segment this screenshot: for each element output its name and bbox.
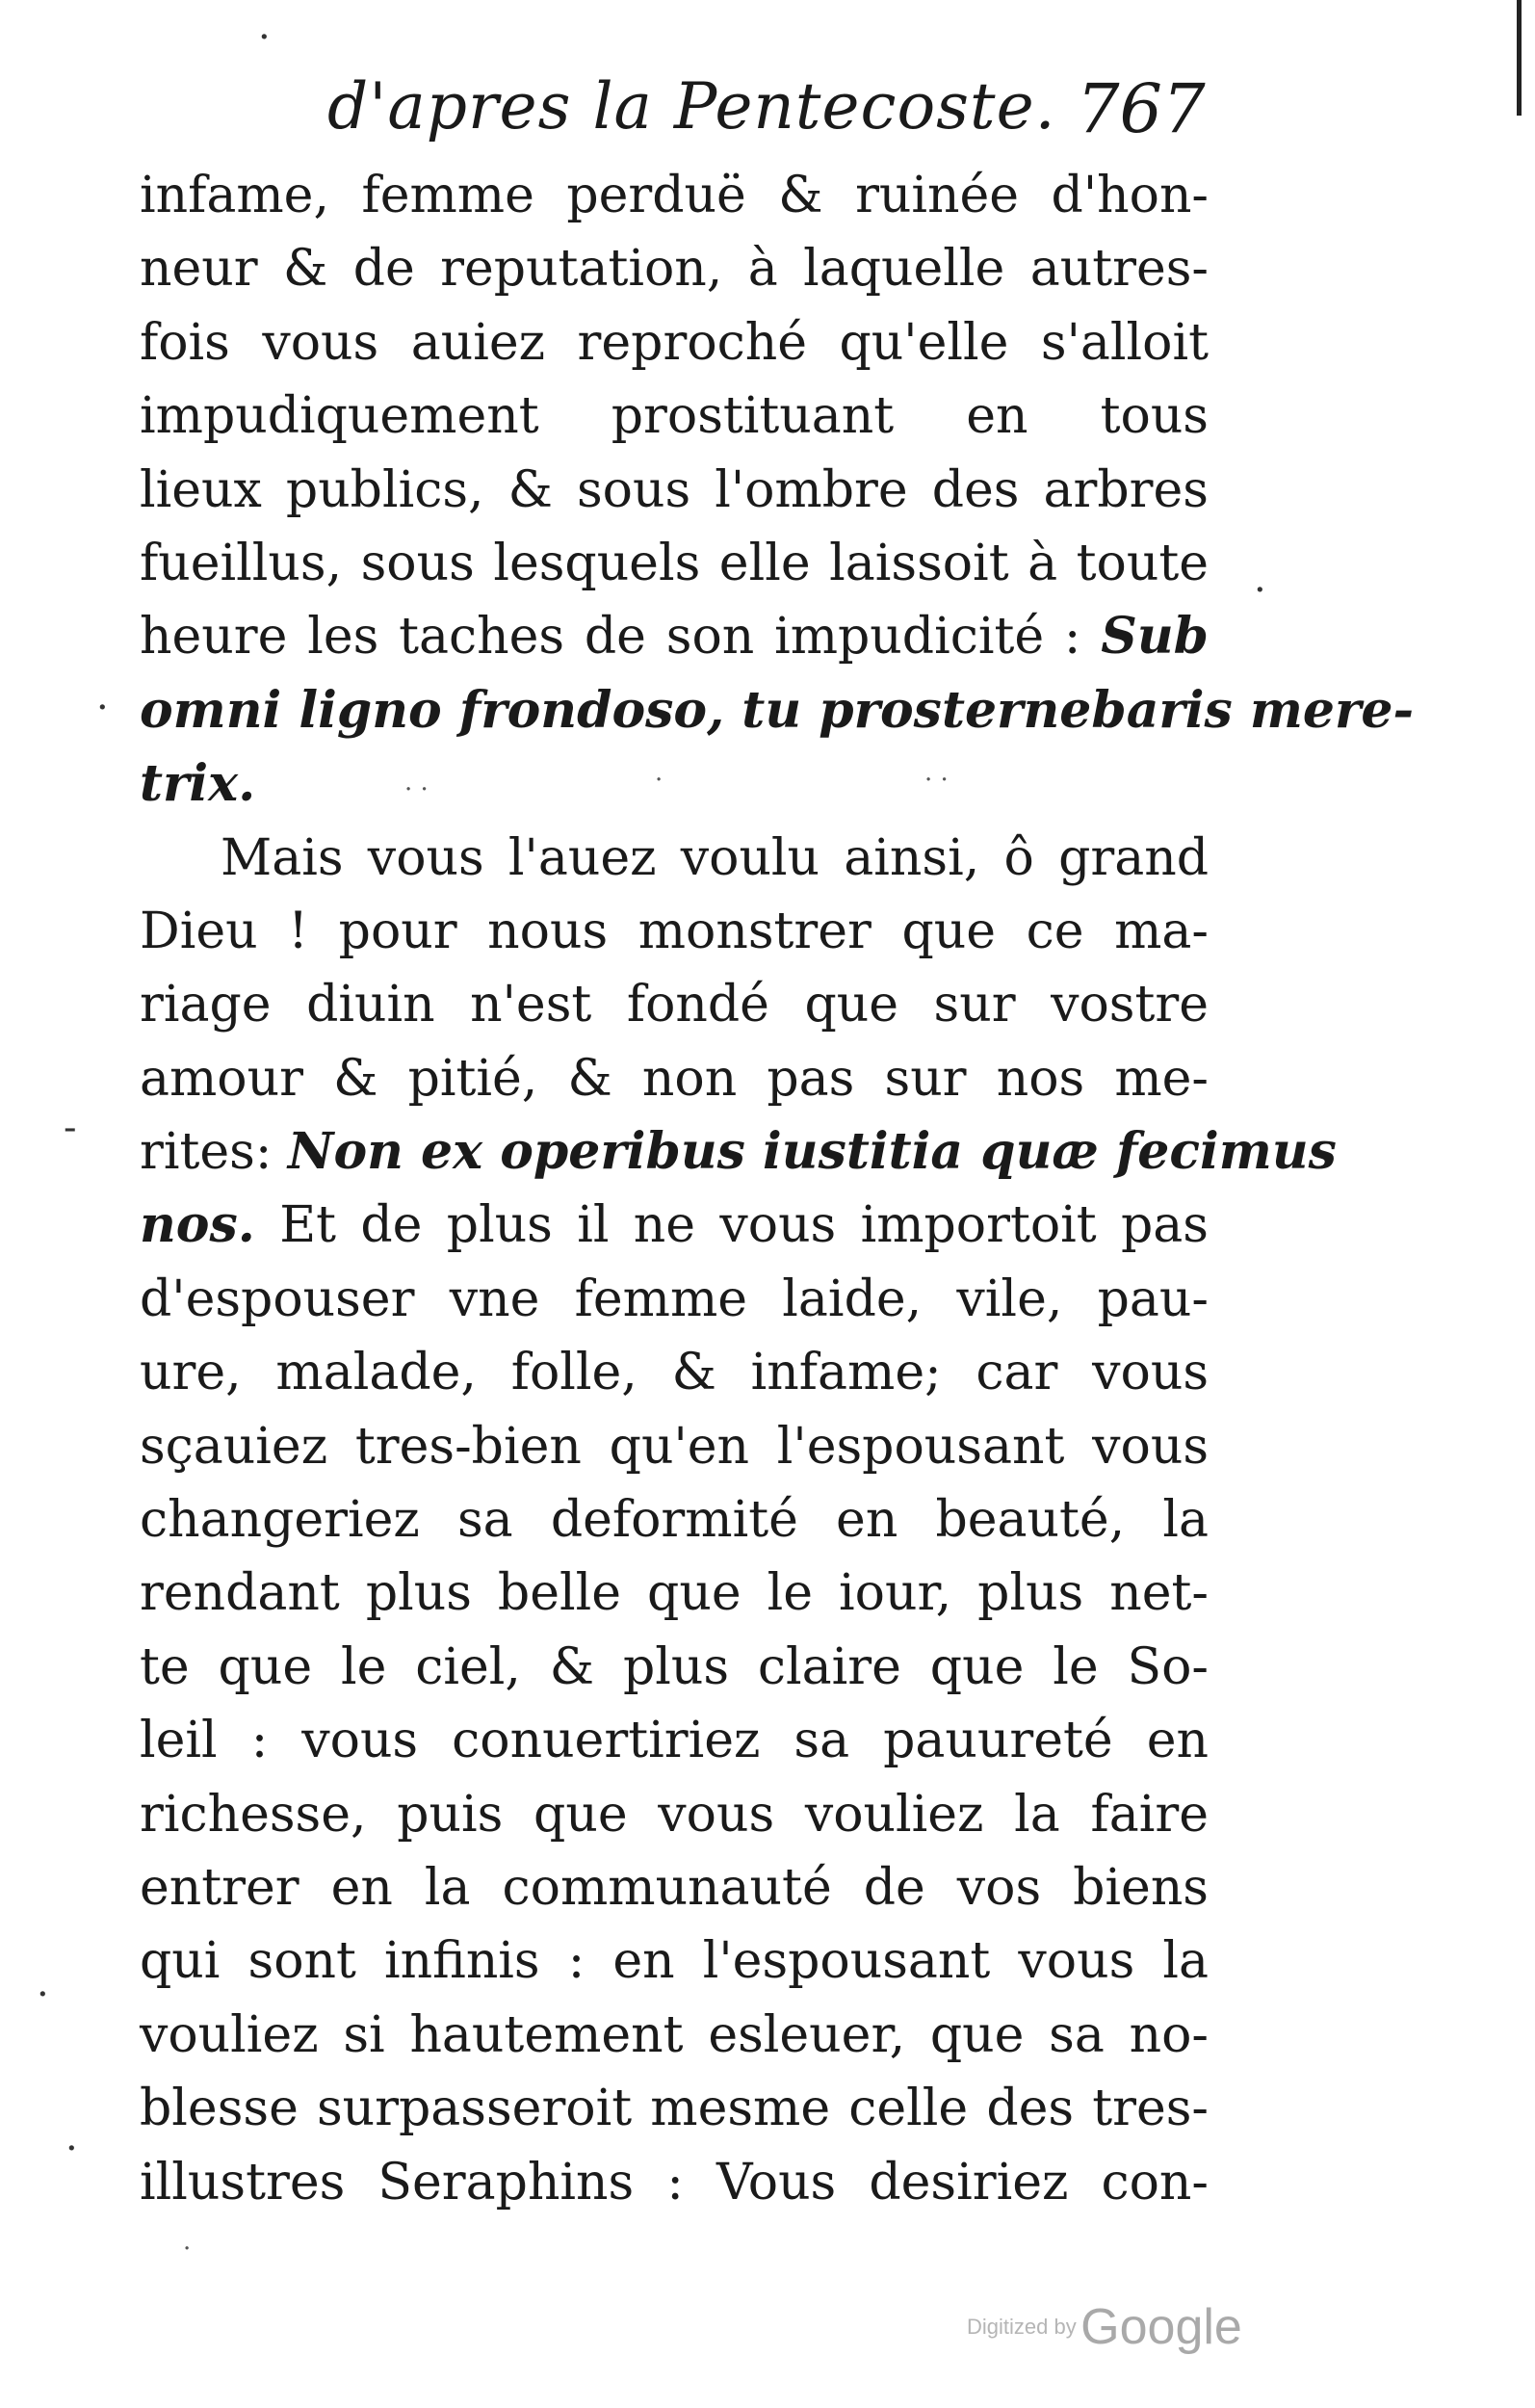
text-line	[140, 1263, 1209, 1336]
text-segment: fois vous auiez reproché qu'elle s'alloit	[140, 313, 1209, 372]
body-text	[140, 159, 1415, 2219]
latin-quotation: Sub	[1101, 607, 1209, 667]
text-line	[140, 1336, 1209, 1409]
text-segment: Dieu ! pour nous monstrer que ce ma-	[140, 902, 1209, 960]
text-line	[140, 2072, 1209, 2145]
page-number: 767	[1077, 69, 1206, 148]
text-line	[140, 232, 1209, 305]
text-line	[140, 306, 1209, 380]
text-line	[140, 454, 1209, 527]
margin-dot: ·	[258, 15, 271, 60]
text-line	[140, 1557, 1209, 1630]
text-segment: Mais vous l'auez voulu ainsi, ô grand	[221, 828, 1209, 887]
ink-speck: ·	[183, 2235, 192, 2264]
text-segment: qui sont infinis : en l'espousant vous la	[140, 1932, 1209, 1991]
page-header	[0, 69, 1535, 146]
text-segment: vouliez si hautement esleuer, que sa no-	[140, 2005, 1209, 2064]
text-segment: leil : vous conuertiriez sa pauureté en	[140, 1712, 1209, 1770]
text-segment: heure les taches de son impudicité :	[140, 608, 1102, 667]
text-segment: lieux publics, & sous l'ombre des arbres	[140, 460, 1209, 519]
text-line	[140, 1042, 1209, 1115]
text-segment: blesse surpasseroit mesme celle des tres-	[140, 2080, 1209, 2138]
margin-dash: -	[64, 1106, 77, 1150]
text-segment: rites:	[140, 1123, 288, 1182]
text-segment: richesse, puis que vous vouliez la faire	[140, 1785, 1209, 1844]
text-line	[140, 380, 1209, 453]
text-line	[140, 159, 1209, 232]
margin-dot: ·	[37, 1973, 49, 2017]
text-line	[140, 1778, 1209, 1851]
text-line	[140, 1189, 1209, 1262]
text-segment: ure, malade, folle, & infame; car vous	[140, 1344, 1209, 1402]
text-line	[140, 1851, 1209, 1924]
text-segment: sçauiez tres-bien qu'en l'espousant vous	[140, 1417, 1209, 1476]
text-line	[140, 2146, 1209, 2219]
text-line	[140, 968, 1209, 1041]
text-line	[140, 1483, 1209, 1557]
watermark-prefix: Digitized by	[967, 2315, 1077, 2339]
latin-quotation: omni ligno frondoso, tu prosternebaris mere-	[140, 680, 1415, 740]
text-line	[140, 1115, 1337, 1189]
text-segment: infame, femme perduë & ruinée d'hon-	[140, 167, 1209, 224]
text-line	[140, 674, 1415, 747]
text-segment: rendant plus belle que le iour, plus net-	[140, 1564, 1209, 1623]
margin-dot: ·	[96, 686, 109, 730]
text-segment: te que le ciel, & plus claire que le So-	[140, 1637, 1209, 1696]
text-segment: illustres Seraphins : Vous desiriez con-	[140, 2153, 1209, 2212]
ink-speck: · ·	[404, 775, 429, 804]
text-line	[140, 1999, 1209, 2072]
text-segment: d'espouser vne femme laide, vile, pau-	[140, 1269, 1209, 1328]
text-segment: neur & de reputation, à laquelle autres-	[140, 240, 1209, 299]
text-segment: entrer en la communauté de vos biens	[140, 1858, 1209, 1917]
latin-quotation: nos.	[140, 1195, 255, 1255]
text-line	[140, 895, 1209, 968]
margin-dot: ·	[65, 2127, 78, 2171]
text-line	[140, 527, 1209, 600]
text-line	[140, 822, 1209, 895]
text-line	[140, 600, 1209, 673]
latin-quotation: trix.	[140, 754, 256, 814]
text-segment: Et de plus il ne vous importoit pas	[254, 1196, 1209, 1255]
watermark-brand: Google	[1080, 2299, 1242, 2355]
text-line	[140, 1704, 1209, 1777]
text-segment: changeriez sa deformité en beauté, la	[140, 1491, 1209, 1550]
running-title: d'apres la Pentecoste.	[327, 69, 1056, 144]
text-line	[140, 747, 1209, 821]
latin-quotation: Non ex operibus iustitia quæ fecimus	[287, 1122, 1337, 1182]
ink-speck: · ·	[924, 766, 949, 795]
ink-speck: ·	[655, 766, 663, 795]
text-segment: amour & pitié, & non pas sur nos me-	[140, 1049, 1209, 1108]
margin-dot: ·	[1254, 568, 1266, 613]
text-segment: riage diuin n'est fondé que sur vostre	[140, 976, 1209, 1034]
text-line	[140, 1410, 1209, 1483]
text-line	[140, 1631, 1209, 1704]
text-segment: fueillus, sous lesquels elle laissoit à toute	[140, 534, 1209, 592]
text-segment: impudiquement prostituant en tous	[140, 387, 1209, 446]
digitization-watermark	[967, 2298, 1242, 2366]
text-line	[140, 1924, 1209, 1998]
